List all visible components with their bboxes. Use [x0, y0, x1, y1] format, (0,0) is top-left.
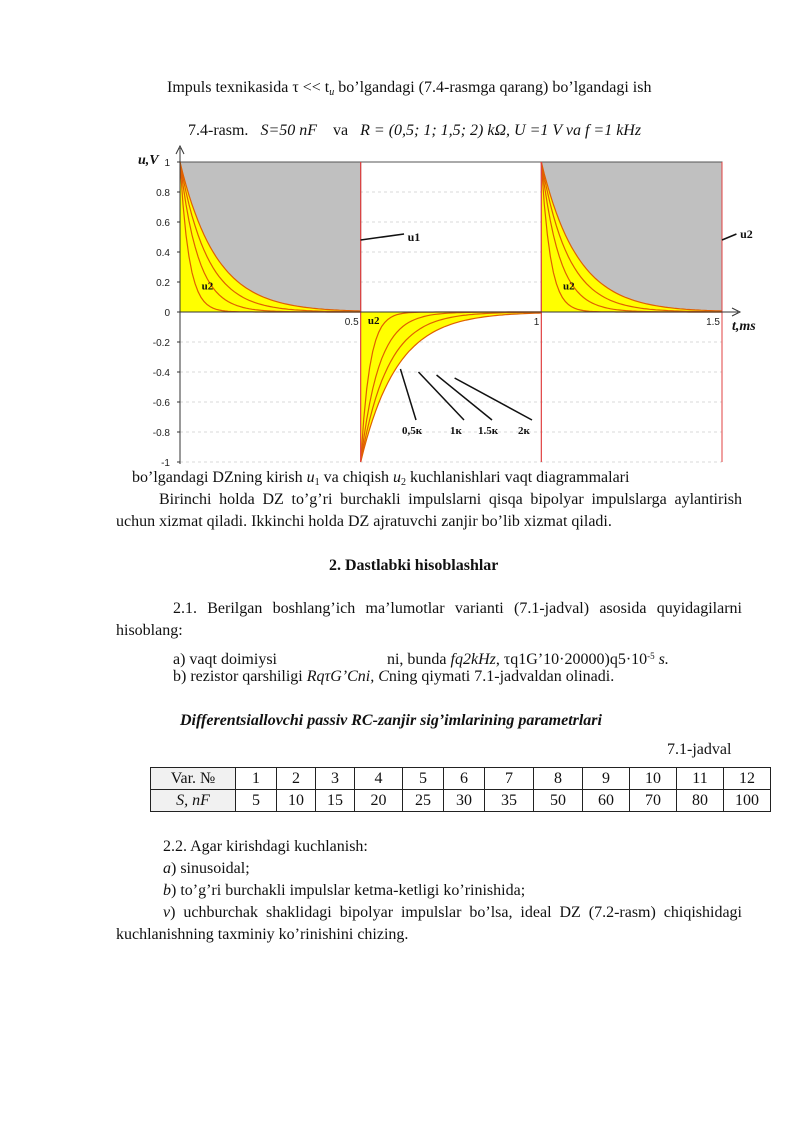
series-leader	[437, 375, 492, 420]
section-2-2-title: 2.2. Agar kirishdagi kuchlanish:	[163, 838, 368, 855]
y-tick-label: -0.4	[152, 368, 170, 379]
table-row-variants	[151, 768, 771, 790]
u1-label: u1	[407, 230, 421, 244]
section-title: 2. Dastlabki hisoblashlar	[329, 557, 499, 574]
capacitance-cell: 50	[534, 790, 583, 812]
variant-cell: 5	[403, 768, 444, 790]
capacitance-table	[150, 767, 771, 812]
item-a: a) vaqt doimiysi ni, bunda fq2kHz, $\tau q1G’10\cdot 20000)q5\cdot 10^{-5}$ s.	[173, 651, 669, 668]
u2-label: u2	[740, 227, 753, 241]
u2-area-label: u2	[563, 280, 575, 293]
y-tick-label: 0.6	[156, 218, 170, 229]
x-axis-label: t,ms	[732, 319, 756, 334]
variant-cell: 4	[355, 768, 403, 790]
y-tick-label: 0.4	[156, 248, 170, 259]
variant-cell: 1	[236, 768, 277, 790]
variant-cell: 12	[724, 768, 771, 790]
capacitance-cell: 100	[724, 790, 771, 812]
u2-leader	[722, 234, 736, 240]
y-axis-label: u,V	[138, 153, 159, 168]
y-tick-label: -0.6	[152, 398, 170, 409]
u2-area-label: u2	[201, 280, 214, 293]
u1-leader	[361, 234, 404, 240]
table-row-capacitance	[151, 790, 771, 812]
row-header-capacitance: S, nF	[151, 790, 236, 812]
series-label: 1.5к	[478, 425, 499, 437]
y-tick-label: -0.8	[152, 428, 170, 439]
variant-cell: 8	[534, 768, 583, 790]
variant-cell: 11	[677, 768, 724, 790]
figure-caption: bo’lgandagi DZning kirish $u_1$ va chiqish $u_2$ kuchlanishlari vaqt diagrammalari	[132, 469, 630, 488]
row-header-variant: Var. №	[151, 768, 236, 790]
item-2-2-v: v) uchburchak shaklidagi bipolyar impulslar bo’lsa, ideal DZ (7.2-rasm) chiqishidagi kuchlanishning taxminiy ko’rinishini chizing.	[116, 904, 742, 943]
series-label: 0,5к	[402, 425, 423, 437]
capacitance-cell: 30	[444, 790, 485, 812]
series-label: 2к	[518, 425, 530, 437]
y-tick-label: 0	[164, 308, 170, 319]
variant-cell: 6	[444, 768, 485, 790]
series-leader	[400, 369, 416, 420]
capacitance-cell: 80	[677, 790, 724, 812]
capacitance-cell: 25	[403, 790, 444, 812]
item-2-2-b: b) to’g’ri burchakli impulslar ketma-ketligi ko’rinishida;	[163, 882, 526, 899]
capacitance-cell: 60	[583, 790, 630, 812]
capacitance-cell: 5	[236, 790, 277, 812]
paragraph-2: 2.1. Berilgan boshlang’ich ma’lumotlar varianti (7.1-jadval) asosida quyidagilarni hisoblang:	[116, 600, 742, 639]
y-tick-label: 0.2	[156, 278, 170, 289]
y-tick-label: -1	[161, 458, 170, 469]
x-tick-label: 1	[533, 317, 540, 328]
y-tick-label: 0.8	[156, 188, 170, 199]
y-tick-label: 1	[164, 158, 170, 169]
table-title: Differentsiallovchi passiv RC-zanjir sig’imlarining parametrlari	[180, 712, 602, 729]
variant-cell: 2	[277, 768, 316, 790]
item-2-2-a: a) sinusoidal;	[163, 860, 250, 877]
capacitance-cell: 70	[630, 790, 677, 812]
item-b: b) rezistor qarshiligi RqτG’Cni, Cning qiymati 7.1-jadvaldan olinadi.	[173, 668, 615, 685]
y-tick-label: -0.2	[152, 338, 170, 349]
table-label: 7.1-jadval	[667, 741, 732, 758]
variant-cell: 10	[630, 768, 677, 790]
capacitance-cell: 15	[316, 790, 355, 812]
capacitance-cell: 35	[485, 790, 534, 812]
capacitance-cell: 20	[355, 790, 403, 812]
variant-cell: 9	[583, 768, 630, 790]
variant-cell: 7	[485, 768, 534, 790]
intro-line: Impuls texnikasida $\tau << t_u$ bo’lgandagi (7.4-rasmga qarang) bo’lgandagi ish	[167, 79, 652, 98]
u2-area-label: u2	[367, 315, 380, 327]
paragraph-1: Birinchi holda DZ to’g’ri burchakli impulslarni qisqa bipolyar impulslarga aylantirish uchun xizmat qiladi. Ikkinchi holda DZ ajratuvchi zanjir bo’lib xizmat qiladi.	[116, 491, 742, 530]
x-tick-label: 1.5	[706, 317, 720, 328]
capacitance-cell: 10	[277, 790, 316, 812]
series-label: 1к	[450, 425, 462, 437]
figure-title: 7.4-rasm. S=50 nF va R = (0,5; 1; 1,5; 2) kΩ, U =1 V va f =1 kHz	[188, 122, 642, 139]
variant-cell: 3	[316, 768, 355, 790]
x-tick-label: 0.5	[344, 317, 359, 328]
